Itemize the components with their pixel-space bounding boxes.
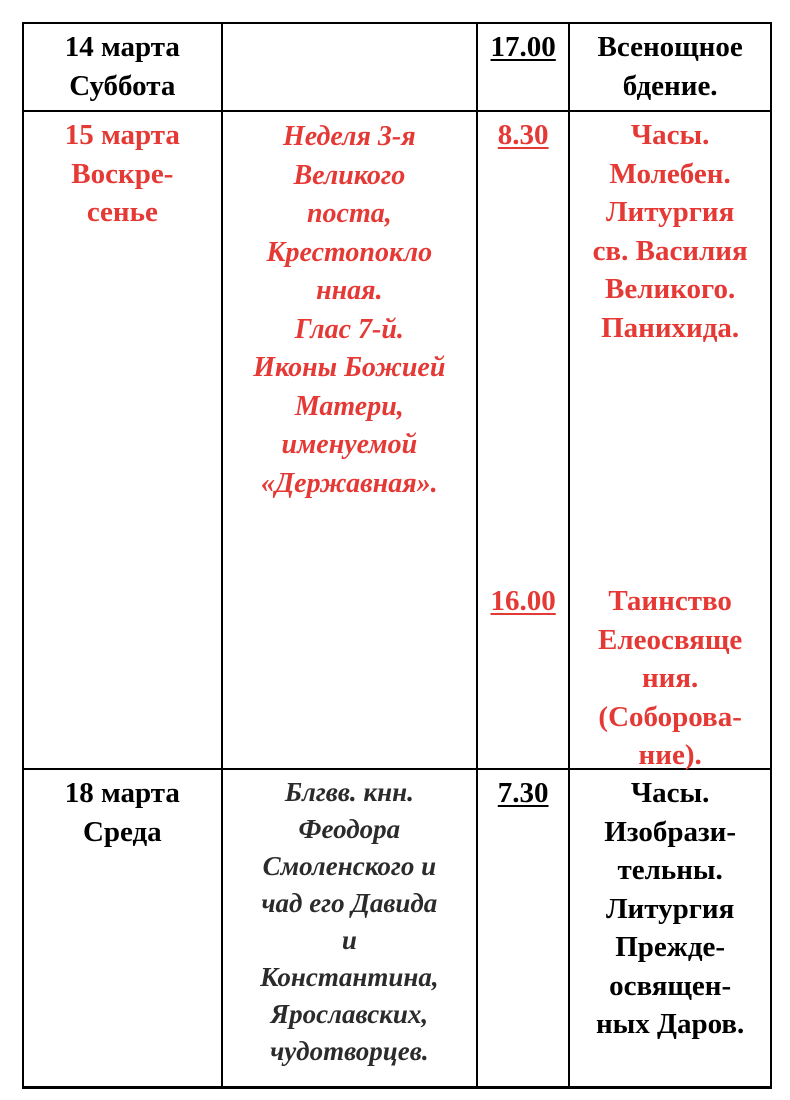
service-time: 8.30: [497, 119, 549, 151]
service-line: бдение.: [622, 69, 718, 102]
service-line: ние).: [638, 739, 702, 771]
table-row: [23, 23, 771, 111]
service-line: Часы.: [630, 777, 710, 809]
service-line: Молебен.: [609, 157, 731, 190]
feast-line: и: [341, 925, 357, 955]
feast-line: Смоленского и: [262, 851, 437, 881]
feast-line: Ярославских,: [270, 999, 429, 1029]
service-line: (Соборова-: [598, 700, 742, 733]
feast-line: нная.: [316, 275, 383, 306]
service-cell: [569, 23, 771, 111]
service-time-second: 16.00: [490, 585, 556, 617]
service-line: Таинство: [608, 585, 732, 617]
feast-line: Матери,: [294, 390, 404, 422]
table-row: [23, 111, 771, 769]
service-line: ния.: [641, 662, 699, 694]
service-line: освящен-: [609, 969, 732, 1002]
feast-cell: [222, 23, 477, 111]
service-line: тельны.: [617, 854, 723, 886]
time-cell: [477, 769, 569, 1088]
feast-cell: [222, 769, 477, 1088]
date-cell: [23, 111, 222, 769]
service-line: Литургия: [605, 196, 735, 228]
service-time: 7.30: [497, 777, 549, 809]
service-time: 17.00: [490, 31, 556, 63]
service-line: Часы.: [630, 119, 710, 151]
feast-line: поста,: [306, 198, 392, 229]
feast-line: именуемой: [281, 429, 418, 460]
table-row: [23, 769, 771, 1088]
date-cell: [23, 23, 222, 111]
time-cell: [477, 23, 569, 111]
feast-line: чудотворцев.: [270, 1036, 429, 1066]
service-line: Прежде-: [615, 931, 726, 963]
date-weekday: Суббота: [69, 69, 176, 102]
feast-line: Константина,: [260, 962, 439, 992]
date-day: 14 марта: [64, 31, 180, 63]
feast-cell: [222, 111, 477, 769]
feast-line: Неделя 3-я: [283, 121, 416, 152]
date-weekday: Воскре-: [71, 157, 174, 190]
feast-line: Блгвв. кнн.: [284, 777, 414, 807]
schedule-table: [22, 22, 772, 1089]
date-day: 15 марта: [64, 119, 180, 151]
service-line: Елеосвяще: [598, 623, 743, 656]
time-cell: [477, 111, 569, 769]
service-line: Панихида.: [601, 311, 740, 344]
feast-line: Иконы Божией: [253, 352, 446, 383]
service-cell: [569, 769, 771, 1088]
feast-line: Великого: [293, 159, 406, 191]
service-second-block: [570, 582, 770, 775]
service-line: Великого.: [605, 273, 736, 305]
feast-line: «Державная».: [261, 467, 438, 499]
schedule-page: [22, 22, 772, 1089]
date-cell: [23, 769, 222, 1088]
date-weekday: Среда: [82, 815, 162, 848]
date-weekday: сенье: [86, 196, 158, 228]
service-line: Всенощное: [597, 31, 743, 63]
service-line: св. Василия: [592, 234, 748, 267]
service-line: Изобрази-: [604, 815, 736, 848]
feast-line: Крестопокло: [266, 236, 433, 268]
feast-line: Глас 7-й.: [294, 313, 404, 345]
service-line: ных Даров.: [595, 1008, 745, 1040]
feast-line: Феодора: [298, 814, 401, 844]
service-cell: [569, 111, 771, 769]
date-day: 18 марта: [64, 777, 180, 809]
service-line: Литургия: [605, 892, 735, 925]
feast-line: чад его Давида: [261, 888, 438, 918]
